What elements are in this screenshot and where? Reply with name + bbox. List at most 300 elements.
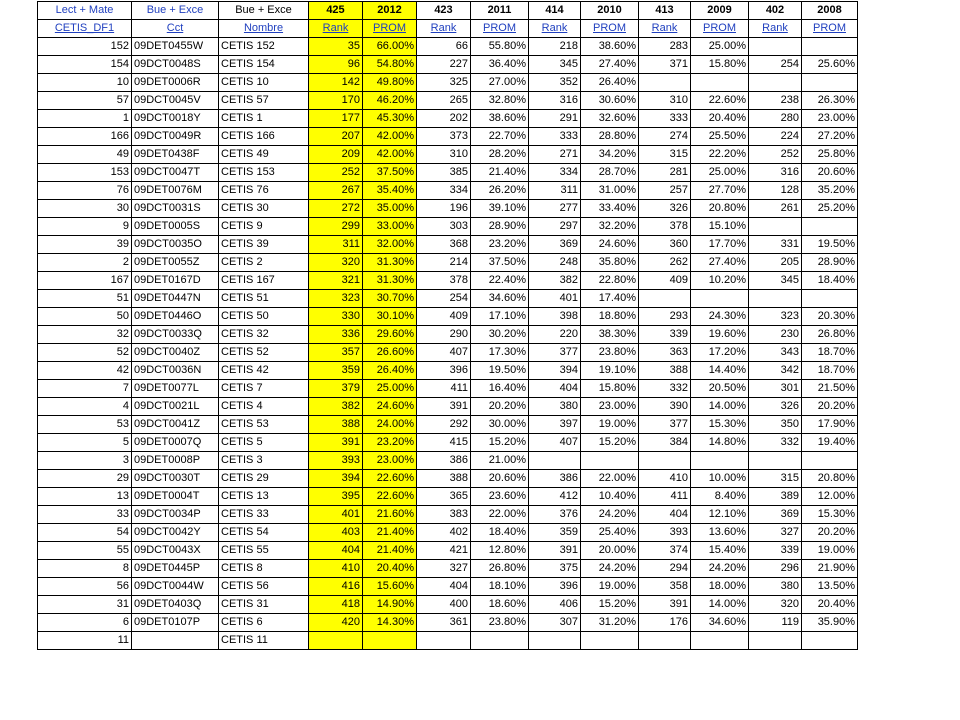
prom-2011-cell[interactable]: 17.10%	[471, 308, 529, 326]
rank-2009-cell[interactable]: 363	[639, 344, 691, 362]
rank-2011-cell[interactable]: 421	[417, 542, 471, 560]
header-2012[interactable]: 2012	[363, 2, 417, 20]
nombre-cell[interactable]: CETIS 6	[219, 614, 309, 632]
rank-2008-cell[interactable]: 331	[749, 236, 802, 254]
nombre-cell[interactable]: CETIS 50	[219, 308, 309, 326]
rank-2009-cell[interactable]: 326	[639, 200, 691, 218]
rank-2009-cell[interactable]: 333	[639, 110, 691, 128]
rank-2008-cell[interactable]: 230	[749, 326, 802, 344]
prom-2011-cell[interactable]: 55.80%	[471, 38, 529, 56]
prom-2011-cell[interactable]: 36.40%	[471, 56, 529, 74]
rank-2012-cell[interactable]: 177	[309, 110, 363, 128]
rank-2009-cell[interactable]: 409	[639, 272, 691, 290]
prom-2012-cell[interactable]: 21.60%	[363, 506, 417, 524]
rank-2008-cell[interactable]: 343	[749, 344, 802, 362]
prom-2009-cell[interactable]: 25.00%	[691, 164, 749, 182]
header-lect-mate[interactable]: Lect + Mate	[38, 2, 132, 20]
rank-2011-cell[interactable]: 383	[417, 506, 471, 524]
prom-2012-cell[interactable]: 23.00%	[363, 452, 417, 470]
prom-2010-cell[interactable]: 22.80%	[581, 272, 639, 290]
prom-2010-cell[interactable]: 22.00%	[581, 470, 639, 488]
rank-2009-cell[interactable]	[639, 632, 691, 650]
rank-2009-cell[interactable]: 388	[639, 362, 691, 380]
rank-2008-cell[interactable]: 254	[749, 56, 802, 74]
rank-2009-cell[interactable]: 332	[639, 380, 691, 398]
cct-cell[interactable]: 09DCT0035O	[132, 236, 219, 254]
rank-2010-cell[interactable]: 412	[529, 488, 581, 506]
rank-2011-cell[interactable]: 327	[417, 560, 471, 578]
rank-2012-cell[interactable]: 403	[309, 524, 363, 542]
prom-2010-cell[interactable]: 38.30%	[581, 326, 639, 344]
prom-2012-cell[interactable]: 30.10%	[363, 308, 417, 326]
prom-2008-cell[interactable]: 23.00%	[802, 110, 858, 128]
header-prom-2011[interactable]: PROM	[471, 20, 529, 38]
prom-2008-cell[interactable]: 17.90%	[802, 416, 858, 434]
prom-2009-cell[interactable]	[691, 632, 749, 650]
header-rank-2010[interactable]: Rank	[529, 20, 581, 38]
prom-2008-cell[interactable]: 26.80%	[802, 326, 858, 344]
rank-2008-cell[interactable]: 301	[749, 380, 802, 398]
header-423[interactable]: 423	[417, 2, 471, 20]
header-prom-2008[interactable]: PROM	[802, 20, 858, 38]
prom-2008-cell[interactable]: 27.20%	[802, 128, 858, 146]
prom-2011-cell[interactable]: 20.60%	[471, 470, 529, 488]
rank-2011-cell[interactable]: 202	[417, 110, 471, 128]
rank-2010-cell[interactable]: 376	[529, 506, 581, 524]
rank-2009-cell[interactable]: 377	[639, 416, 691, 434]
rank-2010-cell[interactable]	[529, 452, 581, 470]
prom-2010-cell[interactable]: 26.40%	[581, 74, 639, 92]
rank-2009-cell[interactable]: 293	[639, 308, 691, 326]
cetis-df1-cell[interactable]: 49	[38, 146, 132, 164]
rank-2011-cell[interactable]: 365	[417, 488, 471, 506]
rank-2012-cell[interactable]: 142	[309, 74, 363, 92]
prom-2011-cell[interactable]: 28.90%	[471, 218, 529, 236]
cct-cell[interactable]: 09DCT0043X	[132, 542, 219, 560]
cct-cell[interactable]: 09DCT0033Q	[132, 326, 219, 344]
prom-2012-cell[interactable]: 26.40%	[363, 362, 417, 380]
nombre-cell[interactable]: CETIS 153	[219, 164, 309, 182]
prom-2012-cell[interactable]: 37.50%	[363, 164, 417, 182]
cct-cell[interactable]: 09DET0455W	[132, 38, 219, 56]
prom-2009-cell[interactable]: 17.20%	[691, 344, 749, 362]
rank-2011-cell[interactable]: 385	[417, 164, 471, 182]
rank-2010-cell[interactable]: 316	[529, 92, 581, 110]
prom-2011-cell[interactable]: 17.30%	[471, 344, 529, 362]
prom-2008-cell[interactable]: 15.30%	[802, 506, 858, 524]
rank-2012-cell[interactable]: 357	[309, 344, 363, 362]
prom-2008-cell[interactable]: 19.40%	[802, 434, 858, 452]
rank-2010-cell[interactable]: 334	[529, 164, 581, 182]
rank-2011-cell[interactable]: 391	[417, 398, 471, 416]
nombre-cell[interactable]: CETIS 3	[219, 452, 309, 470]
cetis-df1-cell[interactable]: 31	[38, 596, 132, 614]
rank-2011-cell[interactable]: 404	[417, 578, 471, 596]
prom-2009-cell[interactable]: 14.00%	[691, 398, 749, 416]
prom-2008-cell[interactable]: 20.20%	[802, 524, 858, 542]
rank-2009-cell[interactable]: 262	[639, 254, 691, 272]
rank-2012-cell[interactable]: 272	[309, 200, 363, 218]
rank-2012-cell[interactable]: 391	[309, 434, 363, 452]
header-bue-exce-1[interactable]: Bue + Exce	[132, 2, 219, 20]
cetis-df1-cell[interactable]: 50	[38, 308, 132, 326]
rank-2008-cell[interactable]: 389	[749, 488, 802, 506]
rank-2008-cell[interactable]: 326	[749, 398, 802, 416]
prom-2008-cell[interactable]: 21.90%	[802, 560, 858, 578]
rank-2008-cell[interactable]: 380	[749, 578, 802, 596]
rank-2011-cell[interactable]: 368	[417, 236, 471, 254]
rank-2012-cell[interactable]: 267	[309, 182, 363, 200]
prom-2012-cell[interactable]: 22.60%	[363, 488, 417, 506]
rank-2011-cell[interactable]: 407	[417, 344, 471, 362]
prom-2009-cell[interactable]	[691, 452, 749, 470]
prom-2010-cell[interactable]: 30.60%	[581, 92, 639, 110]
prom-2011-cell[interactable]: 23.80%	[471, 614, 529, 632]
prom-2012-cell[interactable]: 25.00%	[363, 380, 417, 398]
rank-2009-cell[interactable]: 374	[639, 542, 691, 560]
nombre-cell[interactable]: CETIS 49	[219, 146, 309, 164]
rank-2008-cell[interactable]: 320	[749, 596, 802, 614]
cct-cell[interactable]: 09DCT0034P	[132, 506, 219, 524]
prom-2012-cell[interactable]: 24.60%	[363, 398, 417, 416]
prom-2012-cell[interactable]: 54.80%	[363, 56, 417, 74]
prom-2008-cell[interactable]: 35.90%	[802, 614, 858, 632]
prom-2011-cell[interactable]: 30.20%	[471, 326, 529, 344]
prom-2008-cell[interactable]: 25.60%	[802, 56, 858, 74]
rank-2011-cell[interactable]: 373	[417, 128, 471, 146]
prom-2011-cell[interactable]: 18.10%	[471, 578, 529, 596]
nombre-cell[interactable]: CETIS 1	[219, 110, 309, 128]
prom-2009-cell[interactable]: 13.60%	[691, 524, 749, 542]
cetis-df1-cell[interactable]: 42	[38, 362, 132, 380]
rank-2011-cell[interactable]: 292	[417, 416, 471, 434]
rank-2012-cell[interactable]: 35	[309, 38, 363, 56]
rank-2010-cell[interactable]: 345	[529, 56, 581, 74]
rank-2009-cell[interactable]: 378	[639, 218, 691, 236]
prom-2008-cell[interactable]: 25.80%	[802, 146, 858, 164]
rank-2011-cell[interactable]: 310	[417, 146, 471, 164]
prom-2008-cell[interactable]: 20.30%	[802, 308, 858, 326]
prom-2012-cell[interactable]: 45.30%	[363, 110, 417, 128]
cetis-df1-cell[interactable]: 29	[38, 470, 132, 488]
cct-cell[interactable]: 09DET0438F	[132, 146, 219, 164]
rank-2010-cell[interactable]: 307	[529, 614, 581, 632]
rank-2010-cell[interactable]: 404	[529, 380, 581, 398]
prom-2008-cell[interactable]: 28.90%	[802, 254, 858, 272]
prom-2010-cell[interactable]	[581, 452, 639, 470]
prom-2008-cell[interactable]	[802, 452, 858, 470]
rank-2010-cell[interactable]: 311	[529, 182, 581, 200]
nombre-cell[interactable]: CETIS 154	[219, 56, 309, 74]
cetis-df1-cell[interactable]: 2	[38, 254, 132, 272]
prom-2011-cell[interactable]: 18.40%	[471, 524, 529, 542]
header-rank-2008[interactable]: Rank	[749, 20, 802, 38]
cct-cell[interactable]: 09DCT0048S	[132, 56, 219, 74]
prom-2010-cell[interactable]: 23.00%	[581, 398, 639, 416]
rank-2009-cell[interactable]: 384	[639, 434, 691, 452]
prom-2012-cell[interactable]: 35.00%	[363, 200, 417, 218]
rank-2010-cell[interactable]: 406	[529, 596, 581, 614]
rank-2010-cell[interactable]: 394	[529, 362, 581, 380]
prom-2008-cell[interactable]	[802, 74, 858, 92]
rank-2008-cell[interactable]: 345	[749, 272, 802, 290]
rank-2010-cell[interactable]: 369	[529, 236, 581, 254]
rank-2009-cell[interactable]: 315	[639, 146, 691, 164]
rank-2011-cell[interactable]: 290	[417, 326, 471, 344]
header-414[interactable]: 414	[529, 2, 581, 20]
rank-2008-cell[interactable]: 252	[749, 146, 802, 164]
prom-2012-cell[interactable]: 33.00%	[363, 218, 417, 236]
prom-2010-cell[interactable]: 28.70%	[581, 164, 639, 182]
prom-2009-cell[interactable]: 18.00%	[691, 578, 749, 596]
rank-2010-cell[interactable]: 248	[529, 254, 581, 272]
cetis-df1-cell[interactable]: 153	[38, 164, 132, 182]
nombre-cell[interactable]: CETIS 9	[219, 218, 309, 236]
nombre-cell[interactable]: CETIS 30	[219, 200, 309, 218]
prom-2011-cell[interactable]: 34.60%	[471, 290, 529, 308]
header-425[interactable]: 425	[309, 2, 363, 20]
cct-cell[interactable]: 09DCT0045V	[132, 92, 219, 110]
prom-2010-cell[interactable]: 24.20%	[581, 560, 639, 578]
prom-2010-cell[interactable]: 28.80%	[581, 128, 639, 146]
rank-2011-cell[interactable]: 386	[417, 452, 471, 470]
prom-2008-cell[interactable]: 25.20%	[802, 200, 858, 218]
prom-2010-cell[interactable]: 31.00%	[581, 182, 639, 200]
prom-2008-cell[interactable]	[802, 38, 858, 56]
rank-2012-cell[interactable]: 330	[309, 308, 363, 326]
prom-2010-cell[interactable]: 27.40%	[581, 56, 639, 74]
rank-2009-cell[interactable]: 274	[639, 128, 691, 146]
rank-2008-cell[interactable]	[749, 38, 802, 56]
rank-2010-cell[interactable]: 352	[529, 74, 581, 92]
rank-2010-cell[interactable]: 291	[529, 110, 581, 128]
header-prom-2010[interactable]: PROM	[581, 20, 639, 38]
cct-cell[interactable]: 09DET0006R	[132, 74, 219, 92]
prom-2010-cell[interactable]: 15.80%	[581, 380, 639, 398]
prom-2010-cell[interactable]: 35.80%	[581, 254, 639, 272]
cct-cell[interactable]: 09DET0445P	[132, 560, 219, 578]
nombre-cell[interactable]: CETIS 42	[219, 362, 309, 380]
nombre-cell[interactable]: CETIS 5	[219, 434, 309, 452]
cct-cell[interactable]: 09DET0167D	[132, 272, 219, 290]
prom-2008-cell[interactable]: 19.50%	[802, 236, 858, 254]
prom-2011-cell[interactable]: 12.80%	[471, 542, 529, 560]
rank-2011-cell[interactable]: 334	[417, 182, 471, 200]
prom-2011-cell[interactable]: 37.50%	[471, 254, 529, 272]
cct-cell[interactable]: 09DCT0018Y	[132, 110, 219, 128]
rank-2008-cell[interactable]	[749, 632, 802, 650]
rank-2010-cell[interactable]: 407	[529, 434, 581, 452]
prom-2011-cell[interactable]: 19.50%	[471, 362, 529, 380]
prom-2008-cell[interactable]: 35.20%	[802, 182, 858, 200]
header-bue-exce-2[interactable]: Bue + Exce	[219, 2, 309, 20]
prom-2008-cell[interactable]: 20.60%	[802, 164, 858, 182]
cetis-df1-cell[interactable]: 52	[38, 344, 132, 362]
prom-2010-cell[interactable]: 10.40%	[581, 488, 639, 506]
prom-2012-cell[interactable]: 49.80%	[363, 74, 417, 92]
prom-2010-cell[interactable]: 19.00%	[581, 416, 639, 434]
rank-2008-cell[interactable]: 315	[749, 470, 802, 488]
prom-2011-cell[interactable]: 26.80%	[471, 560, 529, 578]
nombre-cell[interactable]: CETIS 2	[219, 254, 309, 272]
header-cct[interactable]: Cct	[132, 20, 219, 38]
rank-2012-cell[interactable]: 209	[309, 146, 363, 164]
prom-2009-cell[interactable]	[691, 290, 749, 308]
header-rank-2009[interactable]: Rank	[639, 20, 691, 38]
cct-cell[interactable]	[132, 632, 219, 650]
rank-2012-cell[interactable]: 321	[309, 272, 363, 290]
prom-2009-cell[interactable]: 25.00%	[691, 38, 749, 56]
rank-2012-cell[interactable]: 395	[309, 488, 363, 506]
header-rank-2012[interactable]: Rank	[309, 20, 363, 38]
rank-2012-cell[interactable]: 393	[309, 452, 363, 470]
rank-2012-cell[interactable]: 418	[309, 596, 363, 614]
prom-2011-cell[interactable]: 21.00%	[471, 452, 529, 470]
prom-2009-cell[interactable]: 19.60%	[691, 326, 749, 344]
cetis-df1-cell[interactable]: 76	[38, 182, 132, 200]
rank-2010-cell[interactable]: 359	[529, 524, 581, 542]
cetis-df1-cell[interactable]: 6	[38, 614, 132, 632]
prom-2012-cell[interactable]: 24.00%	[363, 416, 417, 434]
nombre-cell[interactable]: CETIS 56	[219, 578, 309, 596]
prom-2011-cell[interactable]: 16.40%	[471, 380, 529, 398]
prom-2010-cell[interactable]: 19.00%	[581, 578, 639, 596]
prom-2012-cell[interactable]: 22.60%	[363, 470, 417, 488]
nombre-cell[interactable]: CETIS 52	[219, 344, 309, 362]
rank-2009-cell[interactable]: 411	[639, 488, 691, 506]
prom-2009-cell[interactable]: 20.40%	[691, 110, 749, 128]
cct-cell[interactable]: 09DCT0031S	[132, 200, 219, 218]
cct-cell[interactable]: 09DET0005S	[132, 218, 219, 236]
cct-cell[interactable]: 09DET0008P	[132, 452, 219, 470]
rank-2011-cell[interactable]: 409	[417, 308, 471, 326]
rank-2011-cell[interactable]: 378	[417, 272, 471, 290]
rank-2011-cell[interactable]: 66	[417, 38, 471, 56]
rank-2009-cell[interactable]: 294	[639, 560, 691, 578]
nombre-cell[interactable]: CETIS 166	[219, 128, 309, 146]
prom-2011-cell[interactable]: 15.20%	[471, 434, 529, 452]
cct-cell[interactable]: 09DCT0047T	[132, 164, 219, 182]
prom-2009-cell[interactable]: 15.80%	[691, 56, 749, 74]
prom-2009-cell[interactable]: 15.30%	[691, 416, 749, 434]
rank-2012-cell[interactable]: 323	[309, 290, 363, 308]
prom-2009-cell[interactable]: 14.80%	[691, 434, 749, 452]
rank-2008-cell[interactable]: 369	[749, 506, 802, 524]
rank-2009-cell[interactable]: 283	[639, 38, 691, 56]
prom-2010-cell[interactable]: 24.20%	[581, 506, 639, 524]
nombre-cell[interactable]: CETIS 13	[219, 488, 309, 506]
prom-2008-cell[interactable]	[802, 632, 858, 650]
rank-2012-cell[interactable]: 320	[309, 254, 363, 272]
cct-cell[interactable]: 09DCT0040Z	[132, 344, 219, 362]
nombre-cell[interactable]: CETIS 11	[219, 632, 309, 650]
rank-2011-cell[interactable]: 415	[417, 434, 471, 452]
rank-2008-cell[interactable]: 128	[749, 182, 802, 200]
prom-2011-cell[interactable]: 39.10%	[471, 200, 529, 218]
prom-2011-cell[interactable]: 27.00%	[471, 74, 529, 92]
rank-2010-cell[interactable]: 398	[529, 308, 581, 326]
rank-2011-cell[interactable]: 402	[417, 524, 471, 542]
cetis-df1-cell[interactable]: 166	[38, 128, 132, 146]
prom-2011-cell[interactable]: 30.00%	[471, 416, 529, 434]
rank-2012-cell[interactable]: 382	[309, 398, 363, 416]
prom-2009-cell[interactable]: 27.40%	[691, 254, 749, 272]
prom-2009-cell[interactable]: 22.60%	[691, 92, 749, 110]
prom-2012-cell[interactable]: 42.00%	[363, 128, 417, 146]
cetis-df1-cell[interactable]: 9	[38, 218, 132, 236]
prom-2012-cell[interactable]: 26.60%	[363, 344, 417, 362]
cetis-df1-cell[interactable]: 55	[38, 542, 132, 560]
nombre-cell[interactable]: CETIS 57	[219, 92, 309, 110]
rank-2010-cell[interactable]: 386	[529, 470, 581, 488]
prom-2010-cell[interactable]: 32.60%	[581, 110, 639, 128]
rank-2008-cell[interactable]: 332	[749, 434, 802, 452]
header-cetis-df1[interactable]: CETIS_DF1	[38, 20, 132, 38]
prom-2008-cell[interactable]: 18.70%	[802, 362, 858, 380]
rank-2012-cell[interactable]: 394	[309, 470, 363, 488]
prom-2008-cell[interactable]: 18.40%	[802, 272, 858, 290]
rank-2011-cell[interactable]: 388	[417, 470, 471, 488]
nombre-cell[interactable]: CETIS 33	[219, 506, 309, 524]
rank-2009-cell[interactable]	[639, 290, 691, 308]
prom-2009-cell[interactable]: 34.60%	[691, 614, 749, 632]
prom-2012-cell[interactable]: 20.40%	[363, 560, 417, 578]
prom-2009-cell[interactable]: 25.50%	[691, 128, 749, 146]
rank-2008-cell[interactable]: 296	[749, 560, 802, 578]
cetis-df1-cell[interactable]: 54	[38, 524, 132, 542]
rank-2010-cell[interactable]: 377	[529, 344, 581, 362]
prom-2011-cell[interactable]: 28.20%	[471, 146, 529, 164]
rank-2010-cell[interactable]: 375	[529, 560, 581, 578]
cetis-df1-cell[interactable]: 11	[38, 632, 132, 650]
prom-2010-cell[interactable]: 38.60%	[581, 38, 639, 56]
prom-2009-cell[interactable]: 14.40%	[691, 362, 749, 380]
rank-2012-cell[interactable]: 416	[309, 578, 363, 596]
prom-2009-cell[interactable]: 20.50%	[691, 380, 749, 398]
cct-cell[interactable]: 09DET0004T	[132, 488, 219, 506]
cetis-df1-cell[interactable]: 7	[38, 380, 132, 398]
nombre-cell[interactable]: CETIS 31	[219, 596, 309, 614]
rank-2012-cell[interactable]: 404	[309, 542, 363, 560]
rank-2012-cell[interactable]: 336	[309, 326, 363, 344]
prom-2008-cell[interactable]: 20.80%	[802, 470, 858, 488]
prom-2009-cell[interactable]: 10.00%	[691, 470, 749, 488]
prom-2011-cell[interactable]: 21.40%	[471, 164, 529, 182]
header-402[interactable]: 402	[749, 2, 802, 20]
prom-2011-cell[interactable]: 23.60%	[471, 488, 529, 506]
cetis-df1-cell[interactable]: 152	[38, 38, 132, 56]
rank-2009-cell[interactable]: 358	[639, 578, 691, 596]
rank-2009-cell[interactable]: 391	[639, 596, 691, 614]
prom-2012-cell[interactable]: 23.20%	[363, 434, 417, 452]
rank-2008-cell[interactable]: 327	[749, 524, 802, 542]
rank-2012-cell[interactable]: 410	[309, 560, 363, 578]
cetis-df1-cell[interactable]: 5	[38, 434, 132, 452]
cetis-df1-cell[interactable]: 39	[38, 236, 132, 254]
rank-2012-cell[interactable]	[309, 632, 363, 650]
cct-cell[interactable]: 09DCT0049R	[132, 128, 219, 146]
prom-2010-cell[interactable]: 15.20%	[581, 596, 639, 614]
cct-cell[interactable]: 09DCT0041Z	[132, 416, 219, 434]
cetis-df1-cell[interactable]: 167	[38, 272, 132, 290]
rank-2008-cell[interactable]: 342	[749, 362, 802, 380]
cetis-df1-cell[interactable]: 56	[38, 578, 132, 596]
cetis-df1-cell[interactable]: 154	[38, 56, 132, 74]
prom-2009-cell[interactable]: 24.30%	[691, 308, 749, 326]
cetis-df1-cell[interactable]: 51	[38, 290, 132, 308]
nombre-cell[interactable]: CETIS 8	[219, 560, 309, 578]
cct-cell[interactable]: 09DET0107P	[132, 614, 219, 632]
